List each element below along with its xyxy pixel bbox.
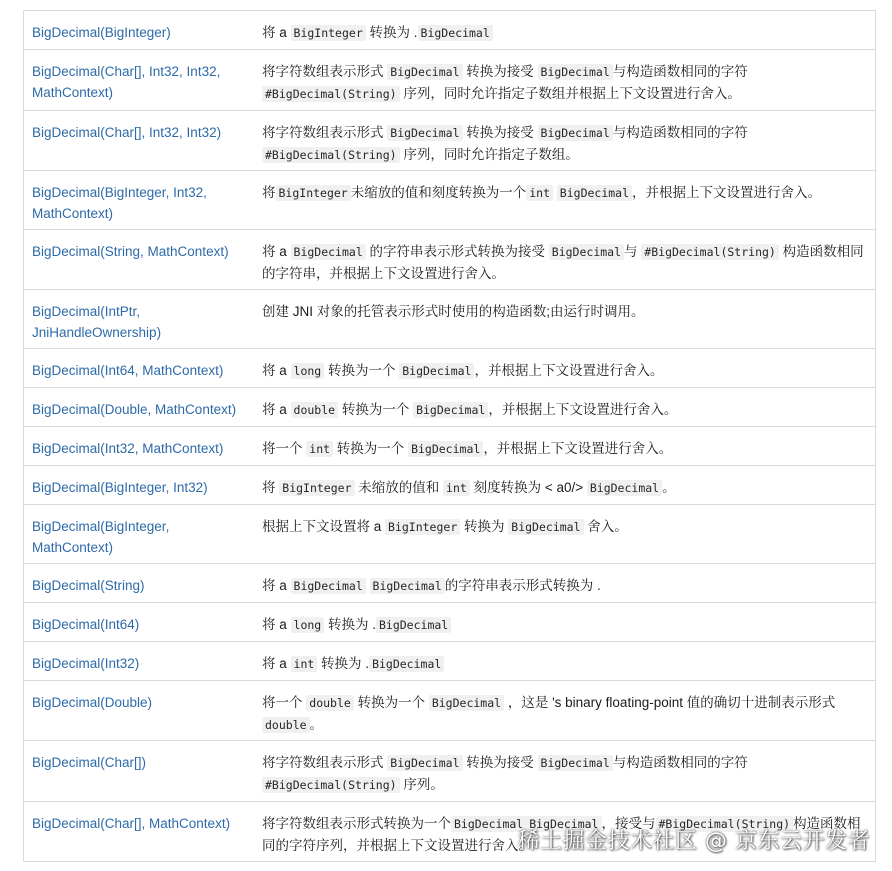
table-row: [24, 171, 875, 230]
constructor-link[interactable]: BigDecimal(Int32): [32, 656, 140, 671]
inline-code: BigDecimal: [376, 617, 451, 633]
description-text: ，并根据上下文设置进行舍入。: [632, 185, 822, 200]
constructor-cell: [24, 111, 254, 170]
table-row: [24, 388, 875, 427]
constructor-cell: [24, 564, 254, 602]
description-text: 序列，同时允许指定子数组并根据上下文设置进行舍入。: [399, 86, 741, 101]
description-cell: [254, 642, 875, 680]
description-text: 将 a: [262, 363, 291, 378]
constructor-cell: [24, 642, 254, 680]
inline-code: BigDecimal: [538, 755, 613, 771]
inline-code: BigDecimal: [587, 480, 662, 496]
description-text: 与构造函数相同的字符: [612, 125, 748, 140]
description-text: 序列。: [399, 777, 444, 792]
constructor-link[interactable]: BigDecimal(String, MathContext): [32, 244, 229, 259]
description-text: 与构造函数相同的字符: [612, 64, 748, 79]
description-text: 构造函数相同的字符串，并根据上下文设置进行舍入。: [262, 244, 864, 281]
description-text: 将一个: [262, 441, 307, 456]
description-text: 未缩放的值和刻度转换为一个: [350, 185, 527, 200]
inline-code: #BigDecimal(String): [656, 816, 794, 832]
inline-code: int: [291, 656, 318, 672]
description-text: 将 a: [262, 578, 291, 593]
constructor-link[interactable]: BigDecimal(Double, MathContext): [32, 402, 237, 417]
description-cell: [254, 50, 875, 110]
inline-code: #BigDecimal(String): [641, 244, 779, 260]
description-text: 构造函数相同的字符序列，并根据上下文设置进行舍入。: [262, 816, 861, 853]
description-text: 将 a: [262, 617, 291, 632]
inline-code: BigDecimal: [387, 755, 462, 771]
description-cell: [254, 681, 875, 740]
description-text: 转换为 .: [317, 656, 370, 671]
inline-code: int: [443, 480, 470, 496]
constructor-link[interactable]: BigDecimal(BigInteger): [32, 25, 171, 40]
inline-code: long: [291, 617, 325, 633]
description-text: 根据上下文设置将 a: [262, 519, 386, 534]
constructor-link[interactable]: BigDecimal(IntPtr, JniHandleOwnership): [32, 304, 162, 340]
inline-code: BigDecimal: [413, 402, 488, 418]
description-text: 将字符数组表示形式: [262, 755, 388, 770]
inline-code: BigDecimal: [291, 578, 366, 594]
table-row: [24, 230, 875, 290]
inline-code: BigDecimal: [369, 656, 444, 672]
constructor-cell: [24, 427, 254, 465]
inline-code: double: [262, 717, 310, 733]
inline-code: BigInteger: [279, 480, 354, 496]
table-row: [24, 466, 875, 505]
description-text: 未缩放的值和: [354, 480, 444, 495]
inline-code: BigDecimal: [538, 64, 613, 80]
description-text: 将字符数组表示形式: [262, 64, 388, 79]
description-text: ，接受与: [601, 816, 656, 831]
constructor-link[interactable]: BigDecimal(Char[]): [32, 755, 147, 770]
constructor-link[interactable]: BigDecimal(Double): [32, 695, 153, 710]
constructors-table: [23, 10, 876, 862]
description-text: 转换为 .: [324, 617, 376, 632]
constructor-cell: [24, 11, 254, 49]
description-cell: [254, 111, 875, 170]
description-text: 将字符数组表示形式转换为一个: [262, 816, 451, 831]
inline-code: BigInteger: [385, 519, 460, 535]
description-cell: [254, 466, 875, 504]
description-cell: [254, 564, 875, 602]
description-cell: [254, 505, 875, 563]
constructor-cell: [24, 802, 254, 861]
watermark: 稀土掘金技术社区 @ 京东云开发者: [517, 829, 870, 854]
description-text: 将一个: [262, 695, 307, 710]
inline-code: BigDecimal: [408, 441, 483, 457]
constructor-link[interactable]: BigDecimal(Int32, MathContext): [32, 441, 224, 456]
description-text: 将 a: [262, 244, 291, 259]
constructor-cell: [24, 505, 254, 563]
description-text: 转换为接受: [462, 125, 538, 140]
table-row: [24, 741, 875, 802]
description-cell: [254, 171, 875, 229]
description-cell: [254, 230, 875, 289]
description-cell: [254, 290, 875, 348]
description-text: 将 a: [262, 402, 291, 417]
inline-code: BigDecimal: [538, 125, 613, 141]
description-text: 。: [662, 480, 676, 495]
description-text: 将 a: [262, 656, 291, 671]
description-text: ，并根据上下文设置进行舍入。: [474, 363, 664, 378]
inline-code: BigDecimal: [526, 816, 601, 832]
inline-code: BigInteger: [276, 185, 351, 201]
description-cell: [254, 741, 875, 801]
description-text: ，并根据上下文设置进行舍入。: [488, 402, 678, 417]
description-text: 舍入。: [583, 519, 628, 534]
constructor-link[interactable]: BigDecimal(BigInteger, Int32, MathContext): [32, 185, 207, 221]
inline-code: long: [291, 363, 325, 379]
description-text: 将: [262, 480, 280, 495]
description-text: ，并根据上下文设置进行舍入。: [483, 441, 673, 456]
description-text: 的字符串表示形式转换为 .: [444, 578, 601, 593]
description-text: 转换为一个: [353, 695, 429, 710]
constructor-cell: [24, 466, 254, 504]
inline-code: int: [526, 185, 553, 201]
description-cell: [254, 349, 875, 387]
description-text: 创建 JNI 对象的托管表示形式时使用的构造函数;由运行时调用。: [262, 304, 645, 319]
inline-code: BigDecimal: [451, 816, 526, 832]
inline-code: BigDecimal: [370, 578, 445, 594]
inline-code: BigInteger: [291, 25, 366, 41]
description-cell: [254, 603, 875, 641]
inline-code: #BigDecimal(String): [262, 147, 400, 163]
description-cell: [254, 11, 875, 49]
inline-code: double: [306, 695, 354, 711]
table-row: [24, 603, 875, 642]
description-text: 转换为一个: [324, 363, 400, 378]
description-text: 转换为一个: [333, 441, 409, 456]
constructor-link[interactable]: BigDecimal(Char[], Int32, Int32): [32, 125, 222, 140]
description-text: 序列，同时允许指定子数组。: [399, 147, 579, 162]
description-text: 与: [624, 244, 642, 259]
table-row: [24, 427, 875, 466]
table-row: [24, 50, 875, 111]
inline-code: BigDecimal: [418, 25, 493, 41]
constructor-cell: [24, 230, 254, 289]
inline-code: #BigDecimal(String): [262, 777, 400, 793]
description-text: 将字符数组表示形式: [262, 125, 388, 140]
table-row: [24, 564, 875, 603]
table-row: [24, 681, 875, 741]
inline-code: BigDecimal: [291, 244, 366, 260]
inline-code: BigDecimal: [557, 185, 632, 201]
constructor-link[interactable]: BigDecimal(BigInteger, MathContext): [32, 519, 170, 555]
description-text: ，这是 's binary floating-point 值的确切十进制表示形式: [504, 695, 836, 710]
inline-code: BigDecimal: [399, 363, 474, 379]
constructor-cell: [24, 349, 254, 387]
description-text: 转换为一个: [338, 402, 414, 417]
description-text: 转换为接受: [462, 755, 538, 770]
description-text: 将 a: [262, 25, 291, 40]
description-text: 与构造函数相同的字符: [612, 755, 748, 770]
constructor-link[interactable]: BigDecimal(Int64, MathContext): [32, 363, 224, 378]
description-text: 刻度转换为 < a0/>: [469, 480, 587, 495]
constructor-cell: [24, 50, 254, 110]
constructor-link[interactable]: BigDecimal(BigInteger, Int32): [32, 480, 208, 495]
description-cell: [254, 388, 875, 426]
inline-code: BigDecimal: [387, 64, 462, 80]
constructor-cell: [24, 681, 254, 740]
inline-code: BigDecimal: [387, 125, 462, 141]
constructor-cell: [24, 290, 254, 348]
inline-code: BigDecimal: [508, 519, 583, 535]
constructor-cell: [24, 603, 254, 641]
description-text: 。: [309, 717, 324, 732]
constructor-link[interactable]: BigDecimal(Char[], Int32, Int32, MathContext): [32, 64, 221, 100]
inline-code: int: [306, 441, 333, 457]
description-text: 的字符串表示形式转换为接受: [365, 244, 549, 259]
constructor-link[interactable]: BigDecimal(String): [32, 578, 145, 593]
constructor-cell: [24, 171, 254, 229]
description-text: 转换为 .: [365, 25, 418, 40]
constructor-link[interactable]: BigDecimal(Int64): [32, 617, 140, 632]
table-row: [24, 642, 875, 681]
table-row: [24, 505, 875, 564]
inline-code: double: [291, 402, 339, 418]
table-row: [24, 290, 875, 349]
constructor-cell: [24, 741, 254, 801]
description-text: 转换为: [460, 519, 509, 534]
inline-code: BigDecimal: [549, 244, 624, 260]
description-text: 将: [262, 185, 276, 200]
inline-code: #BigDecimal(String): [262, 86, 400, 102]
table-row: [24, 111, 875, 171]
inline-code: BigDecimal: [429, 695, 504, 711]
description-text: [366, 578, 370, 593]
table-row: [24, 11, 875, 50]
description-cell: [254, 427, 875, 465]
table-row: [24, 349, 875, 388]
description-text: 转换为接受: [462, 64, 538, 79]
constructor-cell: [24, 388, 254, 426]
constructor-link[interactable]: BigDecimal(Char[], MathContext): [32, 816, 231, 831]
